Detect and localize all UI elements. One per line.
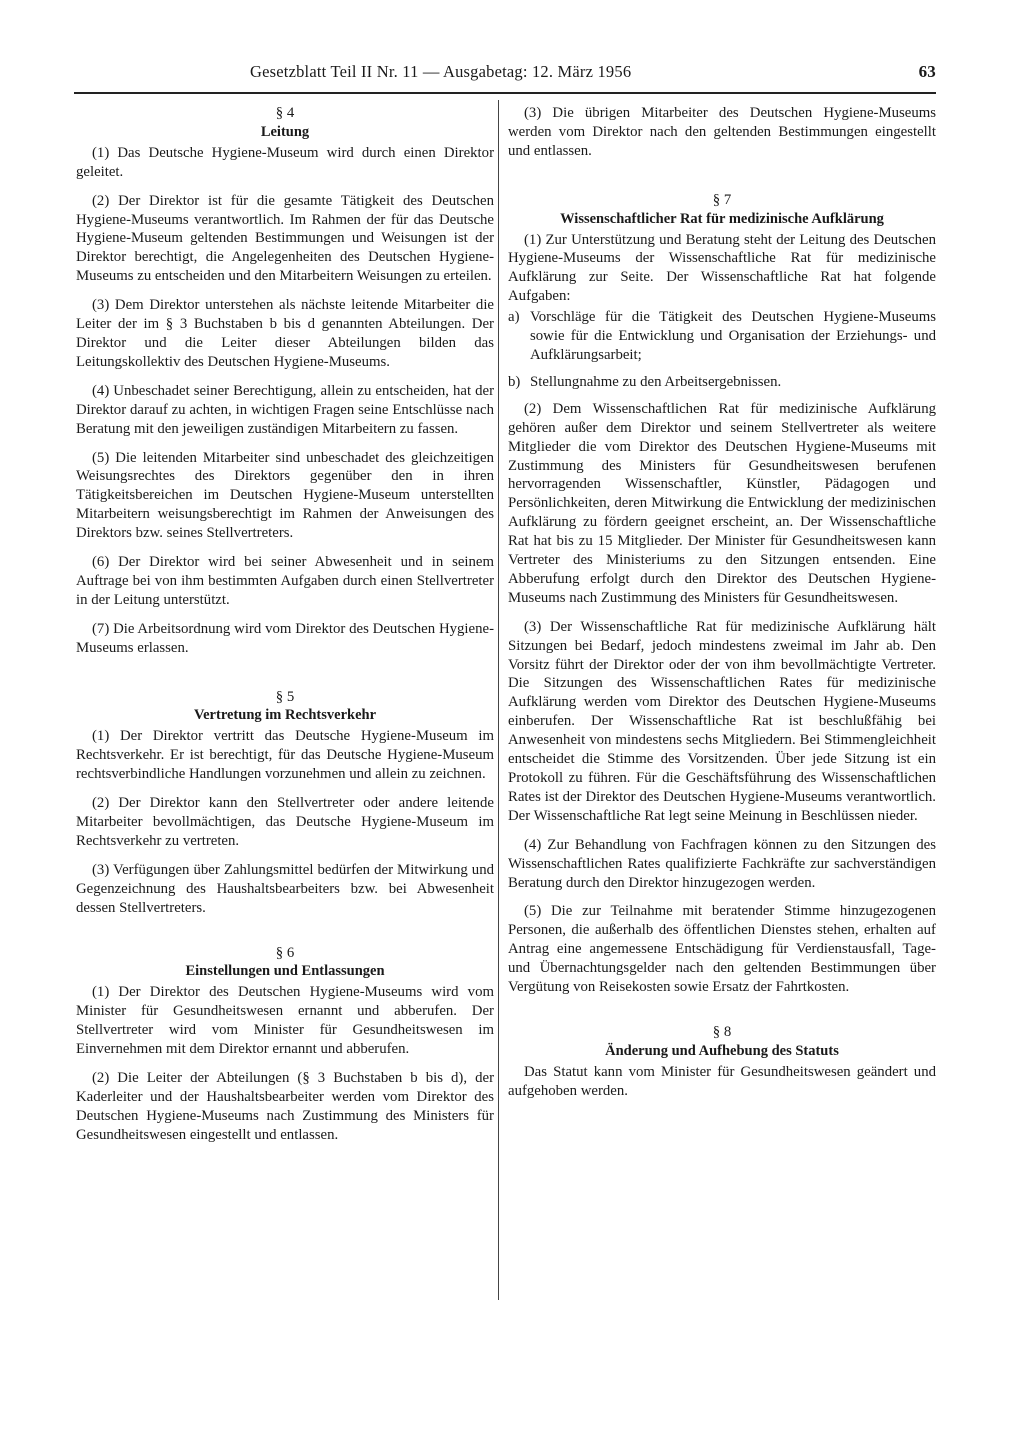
section-6-para-3: (3) Die übrigen Mitarbeiter des Deutschen Hygiene-Museums werden vom Direktor nach den geltenden Bestimmungen eingestellt und entlassen.	[508, 105, 936, 159]
list-item	[508, 308, 936, 365]
section-7-title: Wissenschaftlicher Rat für medizinische Aufklärung	[560, 210, 884, 227]
section-7-para-5: (5) Die zur Teilnahme mit beratender Stimme hinzugezogenen Personen, die außerhalb des öffentlichen Dienstes stehen, erhalten auf Antrag eine angemessene Entschädigung für Verdienstausfall, Tage- und Übernachtungsgelder nach den geltenden Bestimmungen über Vergütung von Reisekosten sowie Ersatz der Fahrtkosten.	[508, 903, 936, 996]
section-7-para-4: (4) Zur Behandlung von Fachfragen können zu den Sitzungen des Wissenschaftlichen Rates qualifizierte Fachkräfte zur sachverständigen Beratung durch den Direktor hinzugezogen werden.	[508, 836, 936, 891]
section-4-para-6: (6) Der Direktor wird bei seiner Abwesenheit und in seinem Auftrage bei von ihm bestimmten Aufgaben durch einen Stellvertreter in der Leitung unterstützt.	[76, 554, 494, 608]
list-item-text: Stellungnahme zu den Arbeitsergebnissen.	[530, 373, 782, 390]
column-divider	[498, 100, 499, 1300]
list-item-label: a)	[508, 309, 520, 326]
section-4-para-4: (4) Unbeschadet seiner Berechtigung, allein zu entscheiden, hat der Direktor darauf zu achten, in wichtigen Fragen seine Entschlüsse nach Beratung mit den jeweiligen zuständigen Mitarbeitern zu fassen.	[76, 382, 494, 437]
section-4-para-2: (2) Der Direktor ist für die gesamte Tätigkeit des Deutschen Hygiene-Museums verantwortlich. Im Rahmen der für das Deutsche Hygiene-Museum geltenden Bestimmungen und Weisungen ist der Direktor berechtigt, die Angelegenheiten des Deutschen Hygiene-Museums zu entscheiden und den Mitarbeitern Weisungen zu erteilen.	[76, 192, 494, 285]
section-6-para-1: (1) Der Direktor des Deutschen Hygiene-Museums wird vom Minister für Gesundheitswesen ernannt und abberufen. Der Stellvertreter wird vom Minister für Gesundheitswesen im Einvernehmen mit dem Direktor ernannt und abberufen.	[76, 984, 494, 1058]
section-5-para-1: (1) Der Direktor vertritt das Deutsche Hygiene-Museum im Rechtsverkehr. Er ist berechtigt, für das Deutsche Hygiene-Museum rechtsverbindliche Handlungen vorzunehmen und allein zu zeichnen.	[76, 728, 494, 783]
list-item	[508, 373, 936, 392]
section-7-para-2: (2) Dem Wissenschaftlichen Rat für medizinische Aufklärung gehören außer dem Direktor und seinem Stellvertreter als weitere Mitglieder die vom Direktor des Deutschen Hygiene-Museums mit Zustimmung des Ministers für Gesundheitswesen berufenen hervorragenden Wissenschaftler, Künstler, Pädagogen und Persönlichkeiten, deren Mitwirkung die Entwicklung der medizinischen Aufklärung zu fördern geeignet erscheint, an. Der Wissenschaftliche Rat hat bis zu 15 Mitglieder. Der Minister für Gesundheitswesen kann Vertreter des Ministeriums zu den Sitzungen entsenden. Eine Abberufung erfolgt durch den Direktor des Deutschen Hygiene-Museums nach Zustimmung des Ministers für Gesundheitswesen.	[508, 400, 936, 606]
page-number: 63	[918, 62, 936, 81]
left-column	[76, 104, 494, 1155]
gazette-title: Gesetzblatt Teil II Nr. 11 — Ausgabetag: 12. März 1956	[250, 62, 632, 81]
section-6-title: Einstellungen und Entlassungen	[185, 963, 385, 980]
right-column	[508, 104, 936, 1111]
section-5-para-3: (3) Verfügungen über Zahlungsmittel bedürfen der Mitwirkung und Gegenzeichnung des Haushaltsbearbeiters bzw. bei Abwesenheit dessen Stellvertreters.	[76, 861, 494, 916]
section-8-number: § 8	[712, 1023, 732, 1040]
section-8-para-1: Das Statut kann vom Minister für Gesundheitswesen geändert und aufgehoben werden.	[508, 1063, 936, 1099]
section-4-para-5: (5) Die leitenden Mitarbeiter sind unbeschadet des gleichzeitigen Weisungsrechtes des Direktors gegenüber den in ihren Tätigkeitsbereichen im Deutschen Hygiene-Museum unterstellten Mitarbeitern weisungsberechtigt im Rahmen der Anweisungen des Direktors bzw. seines Stellvertreters.	[76, 449, 494, 542]
section-6-number: § 6	[275, 944, 295, 961]
section-7-para-1: (1) Zur Unterstützung und Beratung steht der Leitung des Deutschen Hygiene-Museums der Wissenschaftliche Rat für medizinische Aufklärung zur Seite. Der Wissenschaftliche Rat hat folgende Aufgaben:	[508, 231, 936, 305]
list-item-label: b)	[508, 373, 521, 390]
header-rule	[74, 92, 936, 94]
page-header	[150, 62, 936, 90]
spacer	[508, 1007, 936, 1023]
spacer	[76, 928, 494, 944]
section-7-number: § 7	[712, 191, 732, 208]
section-8-title: Änderung und Aufhebung des Statuts	[605, 1042, 839, 1059]
section-4-para-3: (3) Dem Direktor unterstehen als nächste leitende Mitarbeiter die Leiter der im § 3 Buchstaben b bis d genannten Abteilungen. Der Direktor und die Leiter dieser Abteilungen bilden das Leitungskollektiv des Deutschen Hygiene-Museums.	[76, 297, 494, 370]
spacer	[508, 171, 936, 191]
spacer	[76, 668, 494, 688]
list-item-text: Vorschläge für die Tätigkeit des Deutschen Hygiene-Museums sowie für die Entwicklung und Organisation der Erziehungs- und Aufklärungsarbeit;	[530, 309, 936, 363]
section-5-number: § 5	[275, 688, 295, 705]
section-4-para-7: (7) Die Arbeitsordnung wird vom Direktor des Deutschen Hygiene-Museums erlassen.	[76, 620, 494, 656]
section-7-para-3: (3) Der Wissenschaftliche Rat für medizinische Aufklärung hält Sitzungen bei Bedarf, jedoch mindestens zweimal im Jahr ab. Den Vorsitz führt der Direktor oder der von ihm bevollmächtigte Vertreter. Die Sitzungen des Wissenschaftlichen Rates für medizinische Aufklärung werden vom Direktor des Deutschen Hygiene-Museums einberufen. Der Wissenschaftliche Rat ist beschlußfähig bei Anwesenheit von mindestens sechs Mitgliedern. Bei Stimmengleichheit entscheidet die Stimme des Vorsitzenden. Über jede Sitzung ist ein Protokoll zu führen. Für die Geschäftsführung des Wissenschaftlichen Rates ist der Direktor des Deutschen Hygiene-Museums verantwortlich. Der Wissenschaftliche Rat legt seine Meinung in Beschlüssen nieder.	[508, 618, 936, 824]
section-5-title: Vertretung im Rechtsverkehr	[193, 707, 376, 724]
section-4-para-1: (1) Das Deutsche Hygiene-Museum wird durch einen Direktor geleitet.	[76, 144, 494, 180]
section-4-title: Leitung	[260, 123, 310, 140]
section-6-para-2: (2) Die Leiter der Abteilungen (§ 3 Buchstaben b bis d), der Kaderleiter und der Haushaltsbearbeiter werden vom Direktor des Deutschen Hygiene-Museums nach Zustimmung des Ministers für Gesundheitswesen eingestellt und entlassen.	[76, 1069, 494, 1143]
section-4-number: § 4	[275, 105, 295, 121]
section-5-para-2: (2) Der Direktor kann den Stellvertreter oder andere leitende Mitarbeiter bevollmächtigen, das Deutsche Hygiene-Museum im Rechtsverkehr zu vertreten.	[76, 795, 494, 849]
